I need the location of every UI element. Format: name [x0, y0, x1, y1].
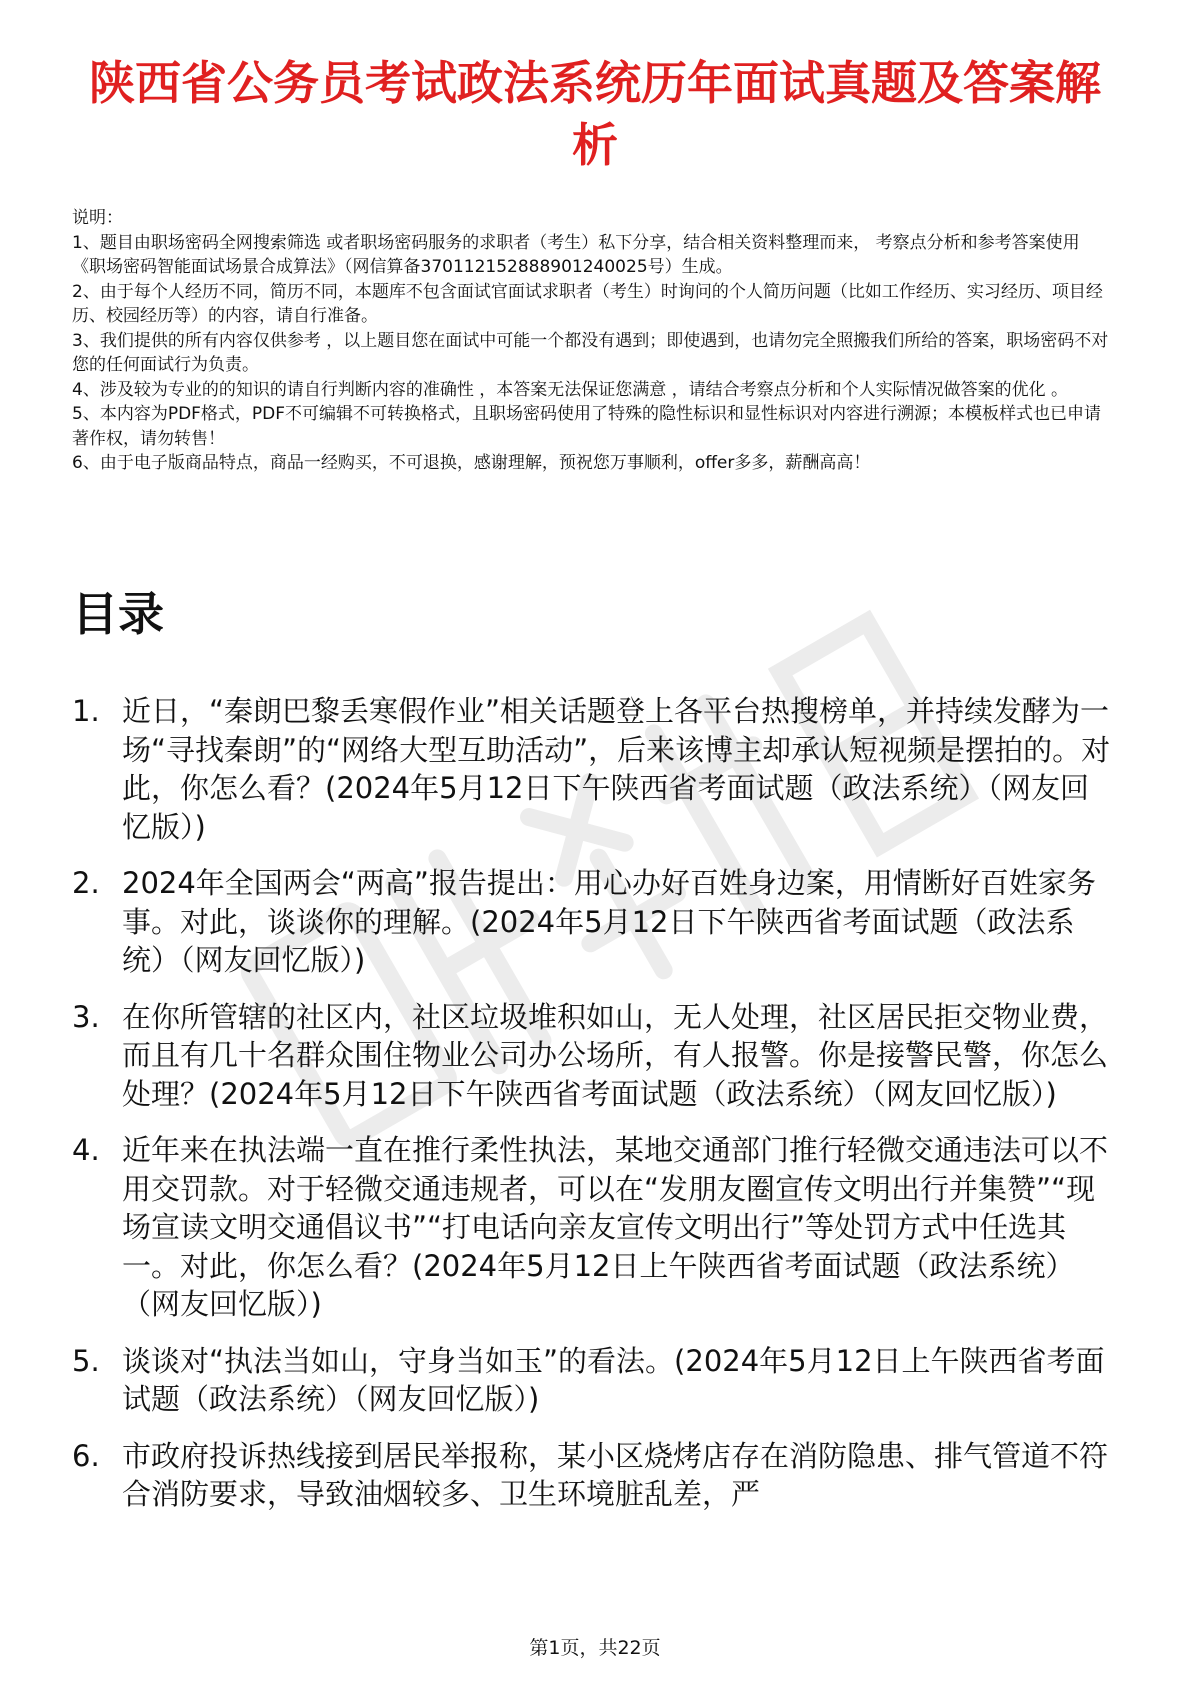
toc-item-text: 近日，“秦朗巴黎丢寒假作业”相关话题登上各平台热搜榜单，并持续发酵为一场“寻找秦朗”的“网络大型互助活动”，后来该博主却承认短视频是摆拍的。对此，你怎么看？(2024年5月12日下午陕西省考面试题（政法系统）（网友回忆版）) [122, 694, 1111, 844]
toc-item-number: 3. [72, 999, 100, 1034]
page-footer: 第1页，共22页 [529, 1637, 661, 1659]
toc-item-number: 6. [72, 1438, 100, 1473]
toc-item[interactable] [72, 864, 1112, 980]
note-item: 4、涉及较为专业的的知识的请自行判断内容的准确性 ，本答案无法保证您满意 ，请结合考察点分析和个人实际情况做答案的优化 。 [72, 379, 1069, 400]
toc-item-text: 2024年全国两会“两高”报告提出：用心办好百姓身边案，用情断好百姓家务事。对此，谈谈你的理解。(2024年5月12日下午陕西省考面试题（政法系统）（网友回忆版）) [122, 866, 1096, 977]
toc-item-number: 4. [72, 1133, 100, 1167]
document-title: 陕西省公务员考试政法系统历年面试真题及答案解析 [89, 56, 1101, 172]
notes-section [72, 206, 1112, 476]
toc-item-text: 近年来在执法端一直在推行柔性执法，某地交通部门推行轻微交通违法可以不用交罚款。对于轻微交通违规者，可以在“发朋友圈宣传文明出行并集赞”“现场宣读文明交通倡议书”“打电话向亲友宣传文明出行”等处罚方式中任选其一。对此，你怎么看？(2024年5月12日上午陕西省考面试题（政法系统）（网友回忆版）) [122, 1133, 1109, 1321]
toc-item-text: 市政府投诉热线接到居民举报称，某小区烧烤店存在消防隐患、排气管道不符合消防要求，导致油烟较多、卫生环境脏乱差，严 [122, 1438, 1109, 1511]
note-item: 5、本内容为PDF格式，PDF不可编辑不可转换格式，且职场密码使用了特殊的隐性标识和显性标识对内容进行溯源；本模板样式也已申请著作权，请勿转售！ [72, 404, 1102, 449]
note-item: 6、由于电子版商品特点，商品一经购买，不可退换，感谢理解，预祝您万事顺利，offer多多，薪酬高高！ [72, 453, 871, 473]
toc-list [72, 692, 1112, 1532]
toc-heading: 目录 [72, 587, 164, 641]
toc-item[interactable] [72, 1342, 1112, 1419]
toc-item-number: 5. [72, 1343, 100, 1378]
toc-item-number: 1. [72, 694, 100, 728]
note-item: 1、题目由职场密码全网搜索筛选 或者职场密码服务的求职者（考生）私下分享，结合相关资料整理而来， 考察点分析和参考答案使用《职场密码智能面试场景合成算法》（网信算备370112152888901240025号）生成。 [72, 232, 1080, 277]
toc-item[interactable] [72, 1437, 1112, 1514]
toc-item[interactable] [72, 998, 1112, 1114]
toc-item[interactable] [72, 692, 1112, 846]
notes-header: 说明： [72, 208, 123, 228]
toc-item-number: 2. [72, 866, 100, 900]
note-item: 2、由于每个人经历不同，简历不同，本题库不包含面试官面试求职者（考生）时询问的个人简历问题（比如工作经历、实习经历、项目经历、校园经历等）的内容，请自行准备。 [72, 281, 1103, 326]
toc-item-text: 谈谈对“执法当如山，守身当如玉”的看法。(2024年5月12日上午陕西省考面试题（政法系统）（网友回忆版）) [122, 1343, 1105, 1416]
toc-item-text: 在你所管辖的社区内，社区垃圾堆积如山，无人处理，社区居民拒交物业费，而且有几十名群众围住物业公司办公场所，有人报警。你是接警民警，你怎么处理？(2024年5月12日下午陕西省考面试题（政法系统）（网友回忆版）) [122, 999, 1109, 1111]
note-item: 3、我们提供的所有内容仅供参考 ，以上题目您在面试中可能一个都没有遇到；即使遇到，也请勿完全照搬我们所给的答案，职场密码不对您的任何面试行为负责。 [72, 330, 1109, 375]
toc-item[interactable] [72, 1131, 1112, 1324]
